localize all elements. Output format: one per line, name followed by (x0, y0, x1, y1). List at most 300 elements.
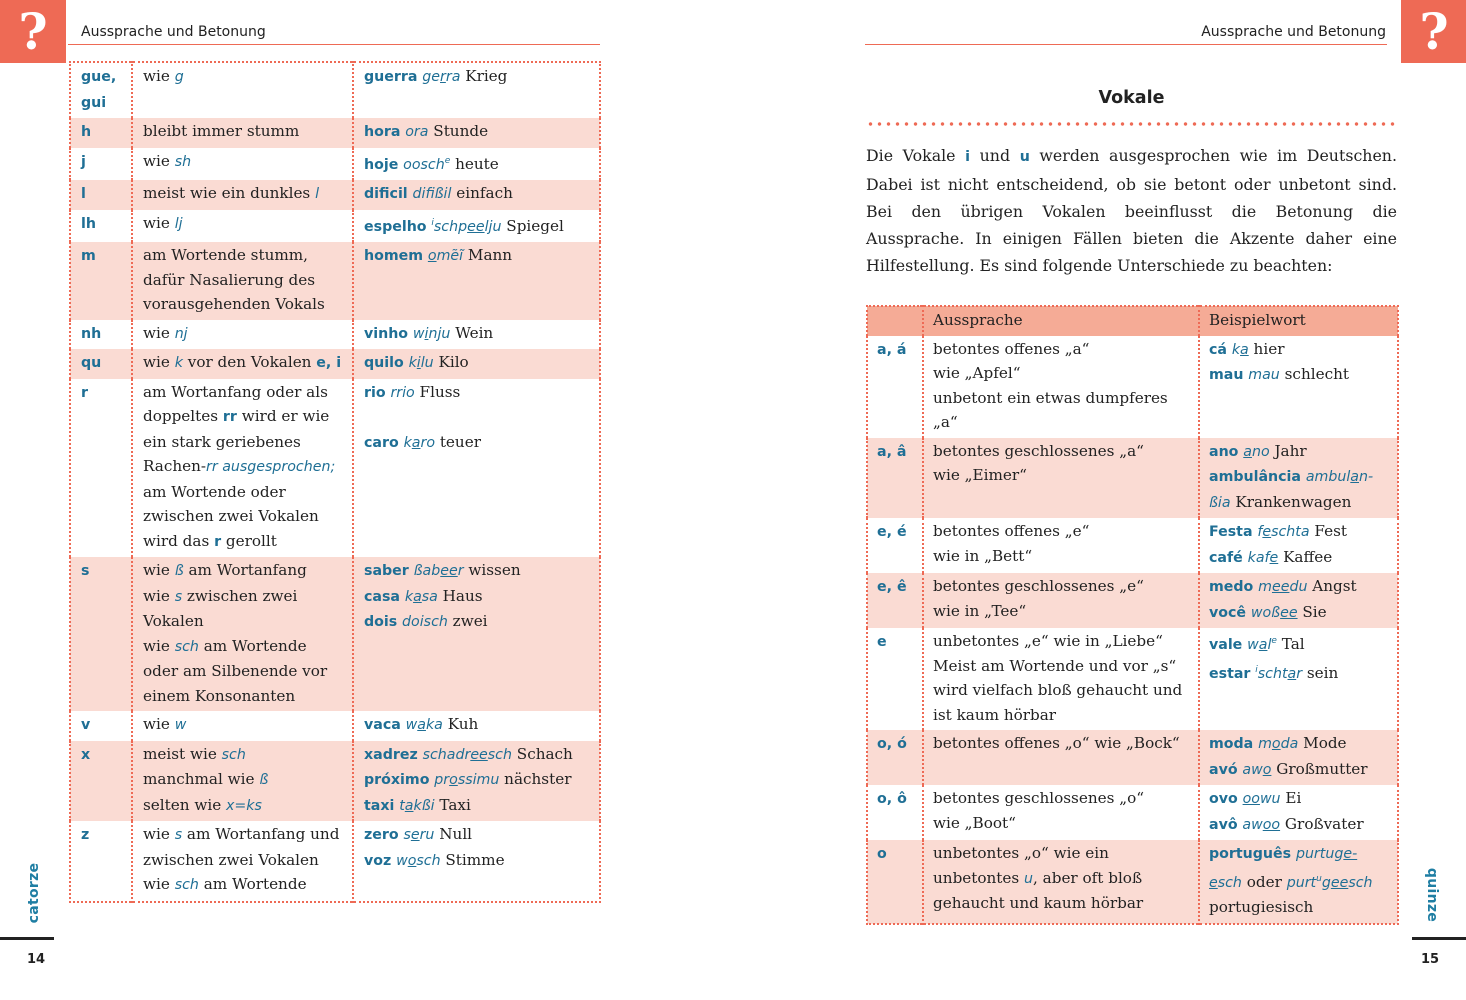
letter-cell (867, 518, 923, 573)
pronunciation-hint: ssimu (457, 772, 500, 789)
pronunciation-hint: ro (420, 434, 435, 451)
stressed-syllable: a (1243, 443, 1252, 460)
pronunciation-hint: ra (445, 69, 461, 85)
portuguese-term: hora (364, 124, 401, 140)
letter: a, á (877, 341, 907, 358)
right-footer-rule (1412, 937, 1466, 940)
letter-cell (70, 180, 132, 210)
letter: z (81, 827, 90, 844)
text-run: Großvater (1280, 814, 1364, 833)
stressed-syllable: oo (1262, 816, 1281, 833)
table-row (867, 518, 1398, 573)
text-run: am Wortanfang und zwischen zwei Vokalen (143, 825, 340, 869)
letter: x (81, 746, 91, 763)
pronunciation-hint: pr (434, 772, 450, 789)
text-run: Stimme (440, 850, 505, 869)
text-run: Meist am Wortende und vor „s“ wird vielfach bloß gehaucht und ist kaum hörbar (933, 656, 1183, 724)
dotted-divider (866, 121, 1397, 127)
pronunciation-cell (132, 320, 353, 350)
text-run: betontes geschlossenes „a“ (933, 441, 1144, 460)
text-run: wie „Apfel“ (933, 364, 1021, 382)
table-row (70, 118, 600, 148)
pronunciation-hint: kßi (413, 797, 435, 814)
stressed-syllable: ee (470, 746, 488, 763)
pronunciation-hint: no (1251, 443, 1270, 460)
portuguese-term: mau (1209, 367, 1244, 383)
pronunciation-hint: s (174, 827, 183, 844)
letter-cell (867, 840, 923, 924)
pronunciation-hint: r (1296, 665, 1303, 682)
table-header-row (867, 306, 1398, 336)
portuguese-term: moda (1209, 736, 1254, 752)
portuguese-term: saber (364, 563, 409, 580)
stressed-syllable: a (404, 797, 414, 814)
portuguese-term: i (965, 149, 971, 165)
pronunciation-hint: ambul (1305, 469, 1351, 485)
text-run: Taxi (434, 795, 471, 814)
letter: l (81, 186, 86, 203)
text-run: Kuh (442, 715, 479, 734)
stressed-syllable: e-e (1209, 846, 1358, 891)
example-cell (1199, 438, 1398, 519)
text-run: wie (143, 67, 175, 85)
letter: r (81, 384, 88, 401)
text-run: gerollt (221, 531, 277, 550)
stressed-syllable: a (417, 717, 426, 734)
letter: j (81, 153, 86, 170)
letter-cell (70, 242, 132, 320)
example-cell (353, 320, 600, 350)
pronunciation-hint: doisch (402, 614, 448, 631)
text-run: Kilo (433, 353, 469, 372)
stressed-syllable: a (413, 588, 422, 605)
stressed-syllable: o (1262, 761, 1272, 778)
pronunciation-hint: sch (221, 746, 246, 763)
text-run: wie in „Tee“ (933, 601, 1027, 620)
pronunciation-cell (923, 785, 1199, 840)
text-run: am Wortanfang oder als doppeltes (143, 382, 328, 426)
portuguese-term: você (1209, 604, 1247, 621)
text-run: hier (1248, 339, 1285, 358)
portuguese-term: estar (1209, 665, 1251, 682)
table-row (70, 62, 600, 118)
text-run: wie (143, 213, 175, 232)
letter-cell (867, 336, 923, 438)
example-cell (353, 741, 600, 822)
text-run: am Wortende (198, 875, 307, 894)
portuguese-term: u (1019, 149, 1030, 165)
pronunciation-hint: nj (174, 325, 188, 342)
table-row (70, 379, 600, 558)
example-cell (353, 210, 600, 243)
pronunciation-hint: woß (1250, 604, 1281, 621)
text-run: wie (143, 353, 175, 372)
pronunciation-cell (132, 741, 353, 822)
text-run: portugiesisch (1209, 898, 1314, 917)
portuguese-term: hoje (364, 156, 399, 173)
portuguese-term: espelho (364, 218, 427, 235)
pronunciation-superscript: u (1316, 873, 1322, 884)
pronunciation-hint: n-ßia (1209, 469, 1374, 511)
text-run: betontes offenes „a“ (933, 339, 1090, 358)
pronunciation-cell (923, 730, 1199, 785)
example-cell (353, 557, 600, 711)
pronunciation-hint: mẽĩ (436, 248, 464, 265)
pronunciation-hint: ka (425, 717, 443, 734)
pronunciation-hint: ora (405, 124, 429, 140)
pronunciation-cell (132, 711, 353, 741)
stressed-syllable: r (440, 69, 446, 85)
section-title: Vokale (1098, 88, 1165, 108)
text-run: werden ausgesprochen wie im Deutschen. Dabei ist nicht entscheidend, ob sie betont oder unbetont sind. Bei den übrigen Vokalen beeinflusst die Betonung die Aussprache. In einigen Fällen bieten die Akzente daher eine Hilfestellung. Es sind folgende Unterschiede zu beachten: (866, 146, 1398, 275)
letter: e, é (877, 524, 907, 540)
text-run: schlecht (1279, 365, 1349, 383)
stressed-syllable: a (411, 434, 421, 451)
example-cell (353, 711, 600, 741)
table-row (867, 573, 1398, 628)
pronunciation-hint: mau (1248, 367, 1280, 383)
letter: o, ô (877, 791, 907, 807)
stressed-syllable: ee (1330, 874, 1349, 891)
text-run: wie (143, 636, 175, 655)
text-run: wie (143, 825, 175, 844)
text-run: wie (143, 875, 175, 894)
letter: o (877, 846, 887, 862)
pronunciation-hint: aw (1242, 761, 1263, 778)
text-run: wie „Eimer“ (933, 466, 1027, 484)
pronunciation-hint: sch (416, 852, 441, 869)
header-pronunciation: Aussprache (923, 306, 1199, 336)
text-run: Mode (1298, 734, 1347, 752)
pronunciation-hint: difißil (412, 186, 452, 203)
pronunciation-cell (923, 438, 1199, 519)
portuguese-term: dificil (364, 186, 408, 203)
pronunciation-cell (132, 118, 353, 148)
text-run: Mann (463, 246, 513, 265)
portuguese-term: e, i (316, 355, 342, 372)
pronunciation-hint: ge (422, 69, 441, 85)
stressed-syllable: o (427, 248, 437, 265)
text-run: am Wortende stumm, dafür Nasalierung des vorausgehenden Vokals (143, 246, 325, 314)
letter: h (81, 124, 92, 140)
pronunciation-hint: nju (428, 325, 451, 342)
text-run: nächster (499, 770, 572, 789)
table-row (867, 785, 1398, 840)
portuguese-term: Festa (1209, 524, 1253, 540)
pronunciation-hint: sh (174, 153, 192, 170)
stressed-syllable: o (407, 852, 417, 869)
pronunciation-cell (923, 336, 1199, 438)
stressed-syllable: oo (1242, 791, 1260, 807)
consonant-table-body (70, 62, 600, 902)
text-run: wie (143, 715, 175, 734)
letter: gue, gui (81, 69, 117, 111)
letter-cell (70, 821, 132, 902)
pronunciation-hint: g (174, 69, 184, 85)
pronunciation-superscript: e (1271, 636, 1277, 646)
text-run: vor den Vokalen (182, 353, 317, 372)
stressed-syllable: e (1269, 549, 1279, 566)
pronunciation-hint: w (412, 325, 425, 342)
letter-cell (70, 62, 132, 118)
pronunciation-hint: lu (420, 355, 434, 372)
left-footer-rule (0, 937, 54, 940)
text-run: und (970, 146, 1020, 165)
pronunciation-hint: s (174, 588, 183, 605)
pronunciation-hint: t (399, 797, 405, 814)
header-example: Beispielwort (1199, 306, 1398, 336)
pronunciation-cell (132, 821, 353, 902)
pronunciation-hint: schp (433, 218, 468, 235)
letter: nh (81, 325, 102, 342)
text-run: Jahr (1269, 441, 1307, 460)
text-run: meist wie ein dunkles (143, 184, 316, 203)
text-run: einfach (451, 184, 513, 203)
letter-cell (70, 741, 132, 822)
text-run: unbetontes „o“ wie ein unbetontes (933, 844, 1109, 887)
letter: v (81, 717, 91, 734)
pronunciation-hint: sch (487, 746, 512, 763)
text-run: oder (1241, 872, 1287, 891)
pronunciation-hint: sch (174, 638, 199, 655)
text-run: sein (1302, 663, 1339, 682)
stressed-syllable: i (424, 325, 429, 342)
table-row (70, 320, 600, 350)
text-run: am Wortanfang (183, 561, 307, 580)
letter: m (81, 248, 96, 265)
pronunciation-hint: da (1280, 736, 1299, 752)
portuguese-term: casa (364, 588, 401, 605)
pronunciation-hint: f (1257, 524, 1263, 540)
portuguese-term: vaca (364, 717, 401, 734)
example-cell (1199, 730, 1398, 785)
portuguese-term: cá (1209, 341, 1227, 358)
right-page-number: 15 (1421, 952, 1440, 967)
text-run: Fluss (414, 382, 461, 401)
table-row (70, 711, 600, 741)
pronunciation-cell (923, 840, 1199, 924)
pronunciation-hint: lju (484, 218, 502, 235)
text-run: selten wie (143, 795, 227, 814)
table-row (70, 821, 600, 902)
letter-cell (70, 711, 132, 741)
table-row (867, 336, 1398, 438)
text-run: Angst (1307, 577, 1357, 595)
portuguese-term: português (1209, 846, 1292, 862)
pronunciation-hint: ßab (413, 563, 441, 580)
vowel-pronunciation-table (866, 305, 1399, 925)
stressed-syllable: ee (1271, 579, 1290, 595)
header-letter (867, 306, 923, 336)
pronunciation-cell (923, 518, 1199, 573)
example-cell (353, 242, 600, 320)
pronunciation-hint: purt (1286, 874, 1317, 891)
table-row (867, 438, 1398, 519)
text-run: manchmal wie (143, 770, 260, 789)
example-cell (353, 148, 600, 181)
text-run: Fest (1309, 522, 1347, 540)
portuguese-term: zero (364, 827, 399, 844)
pronunciation-hint: lj (174, 215, 183, 232)
example-cell (353, 118, 600, 148)
pronunciation-hint: sa (421, 588, 438, 605)
text-run: Großmutter (1271, 759, 1368, 778)
example-cell (353, 349, 600, 379)
table-row (70, 349, 600, 379)
letter: a, â (877, 443, 907, 460)
text-run: unbetont ein etwas dumpferes „a“ (933, 388, 1168, 431)
pronunciation-hint: ß (259, 772, 269, 789)
example-cell (353, 62, 600, 118)
pronunciation-hint: x=ks (226, 797, 262, 814)
intro-paragraph (866, 142, 1397, 279)
letter-cell (867, 438, 923, 519)
example-cell (1199, 336, 1398, 438)
table-row (867, 628, 1398, 730)
pronunciation-hint: l (1267, 637, 1272, 654)
text-run: Spiegel (501, 216, 564, 235)
text-run: am Wortende oder zwischen zwei Vokalen wird das (143, 482, 319, 550)
letter-cell (867, 785, 923, 840)
text-run: betontes geschlossenes „e“ (933, 577, 1144, 595)
pronunciation-cell (132, 557, 353, 711)
pronunciation-hint: wu (1259, 791, 1281, 807)
right-running-header: Aussprache und Betonung (865, 24, 1387, 45)
letter: s (81, 563, 90, 580)
letter: e (877, 634, 887, 650)
text-run: wie (143, 151, 175, 170)
pronunciation-hint: purtug (1295, 846, 1344, 862)
table-row (70, 557, 600, 711)
text-run: Ei (1280, 789, 1302, 807)
pronunciation-cell (923, 628, 1199, 730)
text-run: Tal (1276, 635, 1305, 654)
text-run: unbetontes „e“ wie in „Liebe“ (933, 632, 1163, 650)
text-run: betontes geschlossenes „o“ (933, 789, 1144, 807)
text-run: betontes offenes „o“ wie „Bock“ (933, 734, 1180, 752)
pronunciation-cell (132, 349, 353, 379)
example-cell (353, 379, 600, 558)
portuguese-term: homem (364, 248, 424, 265)
pronunciation-hint: u (1024, 870, 1034, 887)
pronunciation-hint: m (1258, 579, 1272, 595)
table-row (70, 741, 600, 822)
pronunciation-hint: k (404, 588, 414, 605)
pronunciation-hint: w (396, 852, 408, 869)
text-run: , aber oft bloß gehaucht und kaum hörbar (933, 868, 1144, 912)
left-running-header: Aussprache und Betonung (68, 24, 600, 45)
pronunciation-hint: k (174, 355, 183, 372)
text-run: Krieg (460, 67, 508, 85)
table-row (867, 840, 1398, 924)
table-row (70, 180, 600, 210)
question-mark-icon: ? (1401, 0, 1466, 63)
portuguese-term: café (1209, 549, 1243, 566)
text-run: zwischen zwei Vokalen (143, 586, 298, 631)
text-run: betontes offenes „e“ (933, 522, 1090, 540)
example-cell (1199, 785, 1398, 840)
letter-cell (867, 628, 923, 730)
portuguese-term: r (214, 533, 222, 550)
portuguese-term: voz (364, 852, 392, 869)
example-cell (1199, 840, 1398, 924)
stressed-syllable: a (1240, 341, 1249, 358)
letter-cell (70, 379, 132, 558)
stressed-syllable: i (416, 355, 421, 372)
table-row (867, 730, 1398, 785)
pronunciation-hint: aw (1242, 816, 1263, 833)
stressed-syllable: ee (1280, 604, 1298, 621)
letter-cell (70, 210, 132, 243)
letter-cell (867, 730, 923, 785)
pronunciation-cell (132, 210, 353, 243)
portuguese-term: guerra (364, 69, 418, 85)
table-row (70, 148, 600, 181)
letter-cell (70, 320, 132, 350)
pronunciation-hint: w (405, 717, 418, 734)
text-run: Sie (1297, 602, 1327, 621)
letter-cell (70, 148, 132, 181)
portuguese-term: próximo (364, 772, 430, 789)
portuguese-term: vale (1209, 637, 1243, 654)
pronunciation-hint: sch (1217, 874, 1242, 891)
right-page-word: quinze (1424, 867, 1440, 923)
text-run: bleibt immer stumm (143, 122, 300, 140)
portuguese-term: ambulância (1209, 469, 1301, 485)
portuguese-term: ano (1209, 443, 1239, 460)
example-cell (1199, 573, 1398, 628)
left-page-word: catorze (26, 862, 42, 924)
example-cell (1199, 628, 1398, 730)
pronunciation-hint: sch (1348, 874, 1373, 891)
portuguese-term: rr (222, 409, 237, 426)
portuguese-term: avó (1209, 761, 1238, 778)
pronunciation-hint: scht (1257, 665, 1288, 682)
text-run: zwei (447, 612, 488, 631)
table-row (70, 210, 600, 243)
pronunciation-hint: rrio (390, 384, 415, 401)
pronunciation-hint: schta (1271, 524, 1310, 540)
portuguese-term: caro (364, 434, 399, 451)
portuguese-term: medo (1209, 579, 1254, 595)
pronunciation-hint: rr ausgesprochen; (206, 459, 336, 476)
stressed-syllable: e (1262, 524, 1272, 540)
text-run: wie (143, 323, 175, 342)
letter-cell (70, 349, 132, 379)
pronunciation-superscript: e (444, 155, 451, 166)
pronunciation-hint: du (1289, 579, 1308, 595)
pronunciation-cell (923, 573, 1199, 628)
portuguese-term: quilo (364, 355, 404, 372)
text-run: wird er wie ein stark geriebenes Rachen- (143, 407, 330, 476)
question-mark-icon: ? (0, 0, 66, 63)
pronunciation-hint: sch (174, 877, 199, 894)
pronunciation-hint: m (1258, 736, 1272, 752)
pronunciation-hint: l (315, 186, 320, 203)
stressed-syllable: e (410, 827, 420, 844)
portuguese-term: dois (364, 614, 398, 631)
portuguese-term: xadrez (364, 746, 418, 763)
pronunciation-cell (132, 242, 353, 320)
letter: lh (81, 215, 96, 232)
pronunciation-cell (132, 180, 353, 210)
text-run: Die Vokale (866, 146, 966, 165)
text-run: Kaffee (1278, 547, 1333, 566)
stressed-syllable: a (1350, 469, 1359, 485)
pronunciation-hint: w (174, 717, 187, 734)
text-run: wissen (463, 561, 521, 580)
vowel-table-body (867, 336, 1398, 924)
